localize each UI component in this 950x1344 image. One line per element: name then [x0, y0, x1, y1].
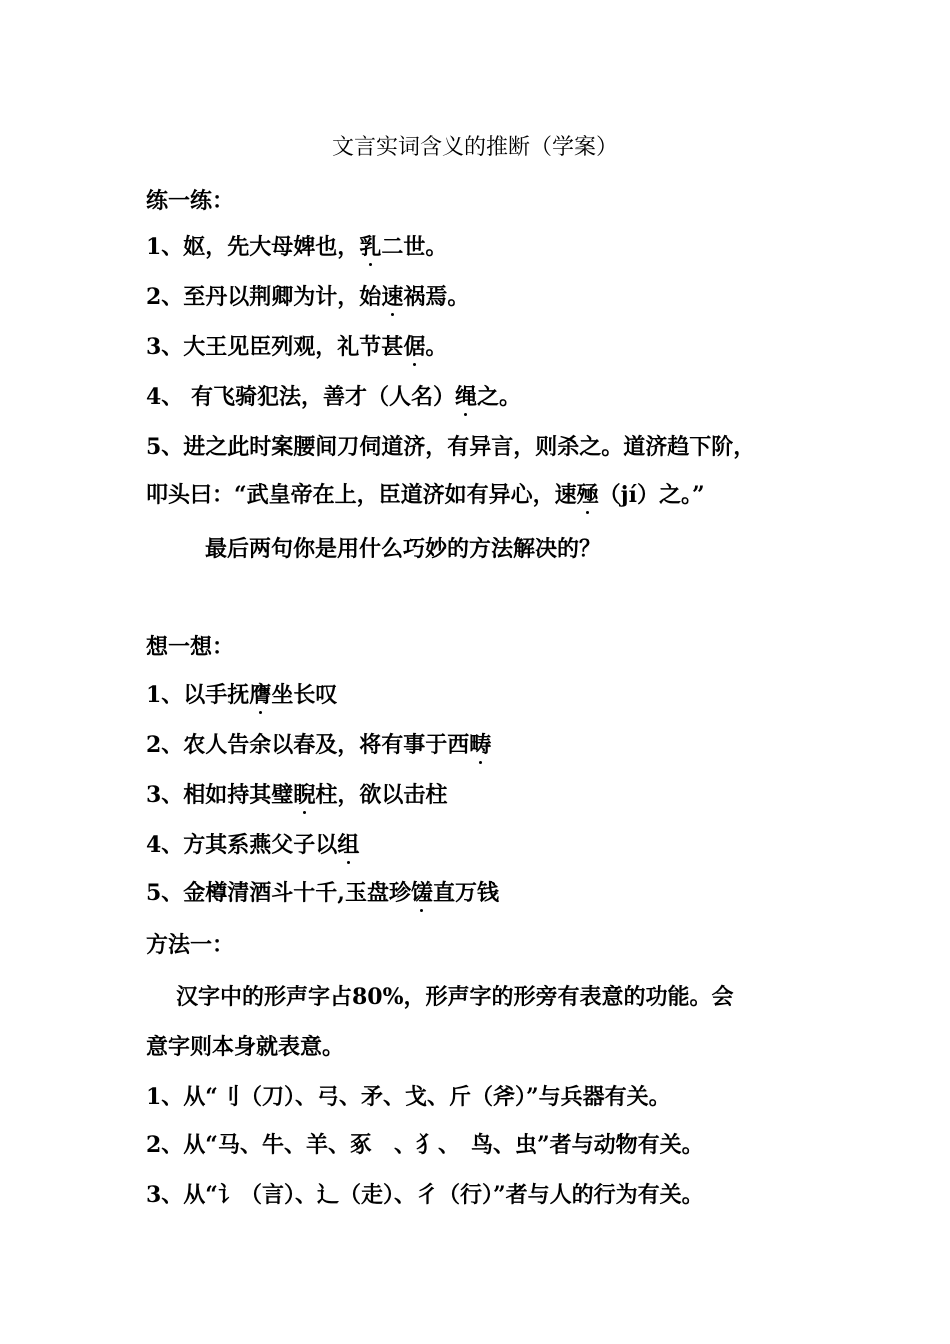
practice-item-5-line2: 叩头曰：“武皇帝在上，臣道济如有异心，速殛（jí）之。” [146, 482, 705, 508]
emphasis-char: 殛 [576, 482, 599, 508]
practice-item-2: 2、至丹以荆卿为计，始速祸焉。 [146, 284, 470, 310]
practice-question: 最后两句你是用什么巧妙的方法解决的？ [205, 536, 602, 562]
method-rule-1: 1、从“刂（刀）、弓、矛、戈、斤（斧）”与兵器有关。 [146, 1084, 671, 1110]
emphasis-char: 倨 [403, 334, 426, 360]
practice-item-4: 4、 有飞骑犯法，善才（人名）绳之。 [146, 384, 521, 410]
method-paragraph-line2: 意字则本身就表意。 [146, 1034, 345, 1060]
section-heading-practice: 练一练： [146, 188, 235, 214]
practice-item-5-line1: 5、进之此时案腰间刀伺道济，有异言，则杀之。道济趋下阶， [146, 434, 756, 460]
method-rule-3: 3、从“讠（言）、辶（走）、彳（行）”者与人的行为有关。 [146, 1182, 704, 1208]
emphasis-char: 睨 [293, 782, 316, 808]
think-item-3: 3、相如持其璧睨柱，欲以击柱 [146, 782, 448, 808]
emphasis-char: 绳 [454, 384, 477, 410]
think-item-2: 2、农人告余以春及，将有事于西畴 [146, 732, 492, 758]
think-item-4: 4、方其系燕父子以组 [146, 832, 360, 858]
emphasis-char: 组 [337, 832, 360, 858]
emphasis-char: 馐 [410, 880, 433, 906]
emphasis-char: 畴 [469, 732, 492, 758]
method-paragraph-line1: 汉字中的形声字占80%，形声字的形旁有表意的功能。会 [176, 984, 734, 1010]
method-rule-2: 2、从“马、牛、羊、豖 、犭、 鸟、虫”者与动物有关。 [146, 1132, 704, 1158]
think-item-1: 1、以手抚膺坐长叹 [146, 682, 338, 708]
section-heading-method: 方法一： [146, 932, 235, 958]
emphasis-char: 乳 [359, 234, 382, 260]
page-title: 文言实词含义的推断（学案） [331, 135, 618, 160]
emphasis-char: 速 [381, 284, 404, 310]
practice-item-3: 3、大王见臣列观，礼节甚倨。 [146, 334, 448, 360]
emphasis-char: 膺 [249, 682, 272, 708]
practice-item-1: 1、妪，先大母婢也，乳二世。 [146, 234, 448, 260]
think-item-5: 5、金樽清酒斗十千,玉盘珍馐直万钱 [146, 880, 499, 906]
section-heading-think: 想一想： [146, 634, 235, 660]
